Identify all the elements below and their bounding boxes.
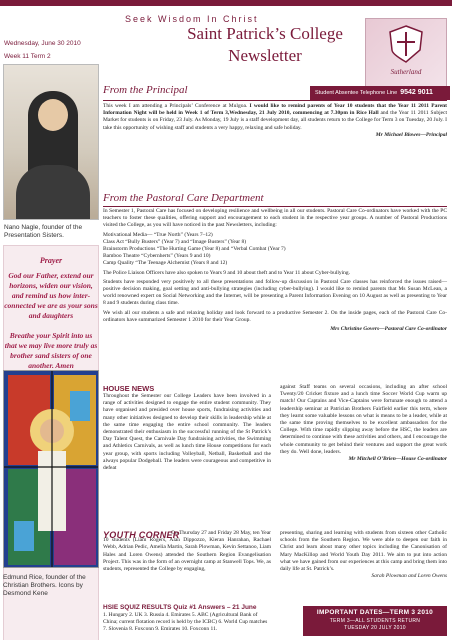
house-news-signature: Mr Mitchell O’Brien—House Co-ordinator: [348, 456, 447, 463]
pastoral-paragraph: We wish all our students a safe and relaxing holiday and look forward to a productive Semester 2. On the inside pages, each of the Pastoral Care Co-ordinators have summarized Semester 1 2010 for their Year Group.: [103, 309, 447, 323]
list-item: Motivational Media— “True North” (Years 7–12): [103, 231, 213, 238]
stained-glass-icon: [4, 371, 99, 568]
image-caption: Edmund Rice, founder of the Christian Brothers. Icons by Desmond Kene: [3, 574, 86, 597]
prayer-stanza: Breathe your Spirit into us that we may live more truly as brother sand sisters of one another. Amen: [4, 331, 98, 370]
motto: Seek Wisdom In Christ: [125, 14, 259, 24]
prayer-text: [3, 271, 99, 381]
stained-glass-icon-image: [3, 370, 99, 568]
principal-heading: From the Principal: [103, 84, 188, 96]
principal-intro: This week I am attending a Principals’ Conference at Mulgoa.: [103, 103, 250, 109]
hsie-quiz-heading: HSIE SQUIZ RESULTS Quiz #1 Answers – 21 June: [103, 604, 257, 611]
divider: [103, 100, 447, 101]
important-dates-box: [303, 606, 447, 636]
important-dates-subtitle: TERM 3—ALL STUDENTS RETURN: [329, 618, 421, 624]
principal-body: and the Year 11 2011 Subject Market for students is on Friday, 23 July. As Monday, 19 July is a staff development day, all students return to the College for Term 3 on Tuesday, 20 July. I take this opportunity of wishing staff and students a very happy, relaxing and safe holiday.: [103, 110, 448, 131]
pastoral-heading: From the Pastoral Care Department: [103, 192, 264, 204]
crest-wordmark: Sutherland: [390, 68, 422, 76]
principal-highlight: I would like to remind parents of Year 10 students that the Year 11 2011 Parent Information Night will be held in Week 1 of Term 3,Wednesday, 21 July 2010, commencing at 7.30pm in Rice Hall: [103, 103, 447, 117]
list-item: Bamboo Theatre “Cybernherts” (Years 9 and 10): [103, 253, 211, 260]
list-item: Class Act “Bully Busters” (Year 7) and “Image Busters” (Year 8): [103, 238, 247, 245]
important-dates-title: IMPORTANT DATES—TERM 3 2010: [316, 609, 434, 616]
list-item: Brainstorm Productions “The Hurting Game (Year 8) and “Verbal Combat (Year 7): [103, 246, 286, 253]
divider: [103, 206, 447, 207]
crest-icon: [386, 24, 426, 64]
house-news-right-body: against Staff teams on several occasions, including an after school Twenty/20 Cricket fixture and a lunch time Soccer World Cup warm up match! Our Captains and Vice-Captains were fortunate enough to attend a leadership seminar at Patrician Brothers Fairfield earlier this term, where they learnt some valuable lessons on what is means to be a leader, while at the same time proving themselves to be excellent ambassadors for the College. With time rapidly slipping away before the HSC, the leaders are determined to continue with these activities and others, and I encourage the whole community to get behind their ventures and support the great work they do. Well done, leaders.: [280, 384, 447, 455]
pastoral-message: [103, 208, 447, 333]
newsletter-word: Newsletter: [228, 46, 302, 65]
pastoral-paragraph: The Police Liaison Officers have also spoken to Years 9 and 10 about theft and to Year 11 about Cyber-bullying.: [103, 269, 351, 276]
principal-message: [103, 103, 447, 139]
absentee-line-number: 9542 9011: [400, 89, 433, 96]
youth-corner-right: [280, 530, 447, 580]
youth-corner-signature: Sarah Plowman and Loren Owens: [371, 573, 447, 580]
youth-corner-left: On Thursday 27 and Friday 28 May, ten Year 10 students (Liam Rogers, Alan Dippozzo, Kieran Hanrahan, Rachael Webb, Adrian Pedic, Amelia Martin, Sarah Plowman, Kevin Settanoo, Liam Hales and Loren Owens) attended the Southern Region Evangelisation Project. This was in the form of an overnight camp at Stanwell Tops. We, as students, represented the College by engaging,: [103, 530, 271, 573]
issue-date: Wednesday, June 30 2010: [4, 40, 81, 47]
list-item: Camp Quality “The Teenage Alchemist (Years 8 and 12): [103, 260, 228, 267]
college-name: Saint Patrick’s College: [187, 24, 343, 43]
pastoral-list: [103, 232, 447, 268]
prayer-stanza: God our Father, extend our horizons, widen our vision, and remind us how inter-connected we are as your sons and daughters: [4, 271, 98, 320]
top-banner-bar: [0, 0, 452, 6]
youth-corner-right-body: presenting, sharing and learning with students from sixteen other Catholic schools from the Southern Region. We were able to deepen our faith in Christ and learn about many other topics including the Canonisation of Mary MacKillop and World Youth Day 2011. We aim to put into action what we have gained from our experiences at this camp and bring them into daily life at St. Patrick’s.: [280, 530, 447, 573]
absentee-line-label: Student Absentee Telephone Line: [315, 90, 398, 96]
photo-caption: Nano Nagle, founder of the Presentation Sisters.: [4, 224, 83, 239]
youth-corner-label: YOUTH CORNER: [103, 530, 180, 540]
important-dates-day: TUESDAY 20 JULY 2010: [344, 625, 406, 631]
issue-week: Week 11 Term 2: [4, 53, 51, 60]
house-news-heading: HOUSE NEWS: [103, 384, 155, 393]
hsie-quiz-answers: 1. Hungary 2. UK 3. Russia 4. Emirates 5. ABC (Agricultural Bank of China; current flotation record is held by the ICBC) 6. World Cup matches 7. Slovenia 8. Foxconn 9. Emirates 10. Foxconn 11.: [103, 612, 268, 633]
pastoral-signature: Mrs Christine Govers—Pastoral Care Co-ordinator: [330, 326, 447, 333]
house-news-left: Throughout the Semester our College Leaders have been involved in a range of activities designed to engage the entire student community. They have organised and presided over house sports, fundraising activities and many other initiatives designed to develop their skills in leadership while at the same time engaging the entire school community. The leaders demonstrated their enthusiasm in the successful running of the St Patrick’s Day Talent Quest, the Carnivale Day fundraising activities, the Swimming and Athletics Carnivals, as well as lunch time House competitions for each year group, with sports including Volleyball, Netball, Basketball and the always popular Dodgeball. The leaders were courageous and competitive in defeat: [103, 393, 271, 472]
house-news-right: [280, 384, 447, 463]
absentee-line-banner: [310, 86, 450, 100]
founder-photo-nano-nagle: [3, 64, 99, 220]
pastoral-paragraph: In Semester 1, Pastoral Care has focused on developing resilience and wellbeing in all our students. Pastoral Care Co-ordinators have worked with the PC teachers to foster these qualities, offering support and encouragement to each student in the respective year groups. A number of Pastoral Productions visited the College, as you will have noticed in the past Newsletters, including:: [103, 208, 447, 229]
pastoral-paragraph: Students have responded very positively to all these presentations and follow-up discussion in Pastoral Care classes has reinforced the issues raised—positive decision making, goal setting and anti-bullying strategies (including cyber-bullying). I would like to remind parents that Ms Susan McLean, a world renowned expert on Social Networking and the Internet, will be presenting a Parent Information Evening on 10 August as well as presenting to Year 8 and 9 students during class time.: [103, 278, 447, 307]
newsletter-title: [170, 23, 360, 67]
principal-signature: Mr Michael Blowes—Principal: [375, 131, 447, 138]
prayer-title: Prayer: [39, 256, 63, 265]
